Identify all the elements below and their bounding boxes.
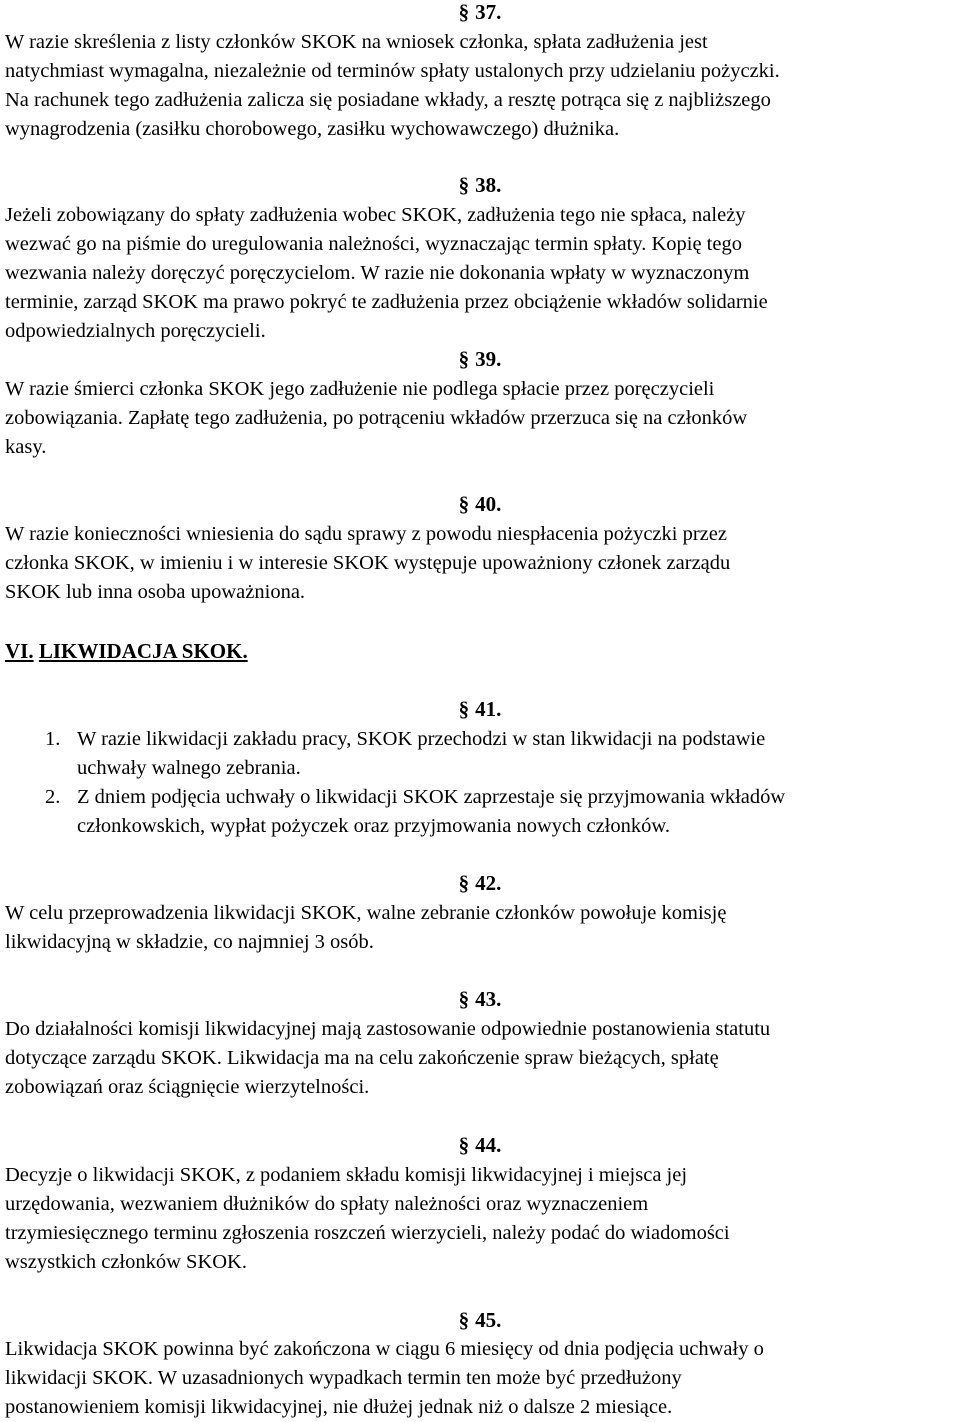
- section-heading-41: [0, 697, 960, 721]
- paragraph-sign: §: [458, 1308, 470, 1332]
- text-line: natychmiast wymagalna, niezależnie od terminów spłaty ustalonych przy udzielaniu pożyczki.: [5, 60, 780, 82]
- text-line: SKOK lub inna osoba upoważniona.: [5, 581, 306, 603]
- section-number: 42.: [475, 871, 502, 895]
- paragraph-sign: §: [458, 347, 470, 371]
- section-number: 37.: [475, 0, 502, 24]
- text-line: Do działalności komisji likwidacyjnej mają zastosowanie odpowiednie postanowienia statutu: [5, 1018, 771, 1040]
- section-number: 45.: [475, 1308, 502, 1332]
- text-line: zobowiązań oraz ściągnięcie wierzytelności.: [5, 1076, 370, 1098]
- chapter-numeral: VI.: [5, 639, 34, 663]
- list-item-1: [5, 725, 955, 783]
- section-heading-38: [0, 173, 960, 197]
- section-body-42: [5, 899, 955, 957]
- text-line: likwidacyjną w składzie, co najmniej 3 osób.: [5, 931, 374, 953]
- text-line: zobowiązania. Zapłatę tego zadłużenia, po potrąceniu wkładów przerzuca się na członków: [5, 407, 748, 429]
- text-line: wezwania należy doręczyć poręczycielom. W razie nie dokonania wpłaty w wyznaczonym: [5, 262, 750, 284]
- text-line: Z dniem podjęcia uchwały o likwidacji SKOK zaprzestaje się przyjmowania wkładów: [77, 786, 786, 808]
- text-line: urzędowania, wezwaniem dłużników do spłaty należności oraz wyznaczeniem: [5, 1193, 649, 1215]
- text-line: W razie skreślenia z listy członków SKOK na wniosek członka, spłata zadłużenia jest: [5, 31, 708, 53]
- text-line: W razie likwidacji zakładu pracy, SKOK przechodzi w stan likwidacji na podstawie: [77, 728, 766, 750]
- section-heading-39: [0, 347, 960, 371]
- text-line: terminie, zarząd SKOK ma prawo pokryć te zadłużenia przez obciążenie wkładów solidarnie: [5, 291, 768, 313]
- section-number: 41.: [475, 697, 502, 721]
- text-line: W celu przeprowadzenia likwidacji SKOK, walne zebranie członków powołuje komisję: [5, 902, 727, 924]
- text-line: członkowskich, wypłat pożyczek oraz przyjmowania nowych członków.: [77, 815, 670, 837]
- text-line: odpowiedzialnych poręczycieli.: [5, 320, 266, 342]
- text-line: wszystkich członków SKOK.: [5, 1251, 247, 1273]
- chapter-title: [5, 637, 248, 666]
- section-body-37: [5, 28, 955, 144]
- chapter-name: LIKWIDACJA SKOK.: [38, 639, 248, 663]
- paragraph-sign: §: [458, 1133, 470, 1157]
- section-heading-42: [0, 871, 960, 895]
- text-line: Jeżeli zobowiązany do spłaty zadłużenia wobec SKOK, zadłużenia tego nie spłaca, należy: [5, 204, 746, 226]
- paragraph-sign: §: [458, 697, 470, 721]
- paragraph-sign: §: [458, 0, 470, 24]
- section-number: 38.: [475, 173, 502, 197]
- paragraph-sign: §: [458, 871, 470, 895]
- section-number: 39.: [475, 347, 502, 371]
- section-heading-40: [0, 492, 960, 516]
- section-heading-37: [0, 0, 960, 24]
- section-number: 43.: [475, 987, 502, 1011]
- text-line: wezwać go na piśmie do uregulowania należności, wyznaczając termin spłaty. Kopię tego: [5, 233, 742, 255]
- text-line: kasy.: [5, 436, 47, 458]
- list-item-text: [77, 725, 955, 783]
- text-line: W razie śmierci członka SKOK jego zadłużenie nie podlega spłacie przez poręczycieli: [5, 378, 715, 400]
- text-line: postanowieniem komisji likwidacyjnej, nie dłużej jednak niż o dalsze 2 miesiące.: [5, 1396, 673, 1418]
- text-line: Na rachunek tego zadłużenia zalicza się posiadane wkłady, a resztę potrąca się z najbliższego: [5, 89, 771, 111]
- list-item-text: [77, 783, 955, 841]
- text-line: członka SKOK, w imieniu i w interesie SKOK występuje upoważniony członek zarządu: [5, 552, 731, 574]
- paragraph-sign: §: [458, 492, 470, 516]
- section-body-40: [5, 520, 955, 607]
- text-line: dotyczące zarządu SKOK. Likwidacja ma na celu zakończenie spraw bieżących, spłatę: [5, 1047, 719, 1069]
- text-line: trzymiesięcznego terminu zgłoszenia roszczeń wierzycieli, należy podać do wiadomości: [5, 1222, 730, 1244]
- text-line: wynagrodzenia (zasiłku chorobowego, zasiłku wychowawczego) dłużnika.: [5, 118, 620, 140]
- section-heading-45: [0, 1308, 960, 1332]
- text-line: uchwały walnego zebrania.: [77, 757, 301, 779]
- text-line: W razie konieczności wniesienia do sądu sprawy z powodu niespłacenia pożyczki przez: [5, 523, 727, 545]
- section-body-43: [5, 1015, 955, 1102]
- list-item-number: 1.: [45, 728, 61, 750]
- list-item-number: 2.: [45, 786, 61, 808]
- section-number: 44.: [475, 1133, 502, 1157]
- paragraph-sign: §: [458, 173, 470, 197]
- section-body-44: [5, 1161, 955, 1277]
- section-heading-43: [0, 987, 960, 1011]
- section-body-45: [5, 1335, 955, 1422]
- section-heading-44: [0, 1133, 960, 1157]
- list-item-2: [5, 783, 955, 841]
- text-line: likwidacji SKOK. W uzasadnionych wypadkach termin ten może być przedłużony: [5, 1367, 682, 1389]
- section-body-38: [5, 201, 955, 346]
- section-body-39: [5, 375, 955, 462]
- text-line: Likwidacja SKOK powinna być zakończona w ciągu 6 miesięcy od dnia podjęcia uchwały o: [5, 1338, 764, 1360]
- section-number: 40.: [475, 492, 502, 516]
- paragraph-sign: §: [458, 987, 470, 1011]
- text-line: Decyzje o likwidacji SKOK, z podaniem składu komisji likwidacyjnej i miejsca jej: [5, 1164, 688, 1186]
